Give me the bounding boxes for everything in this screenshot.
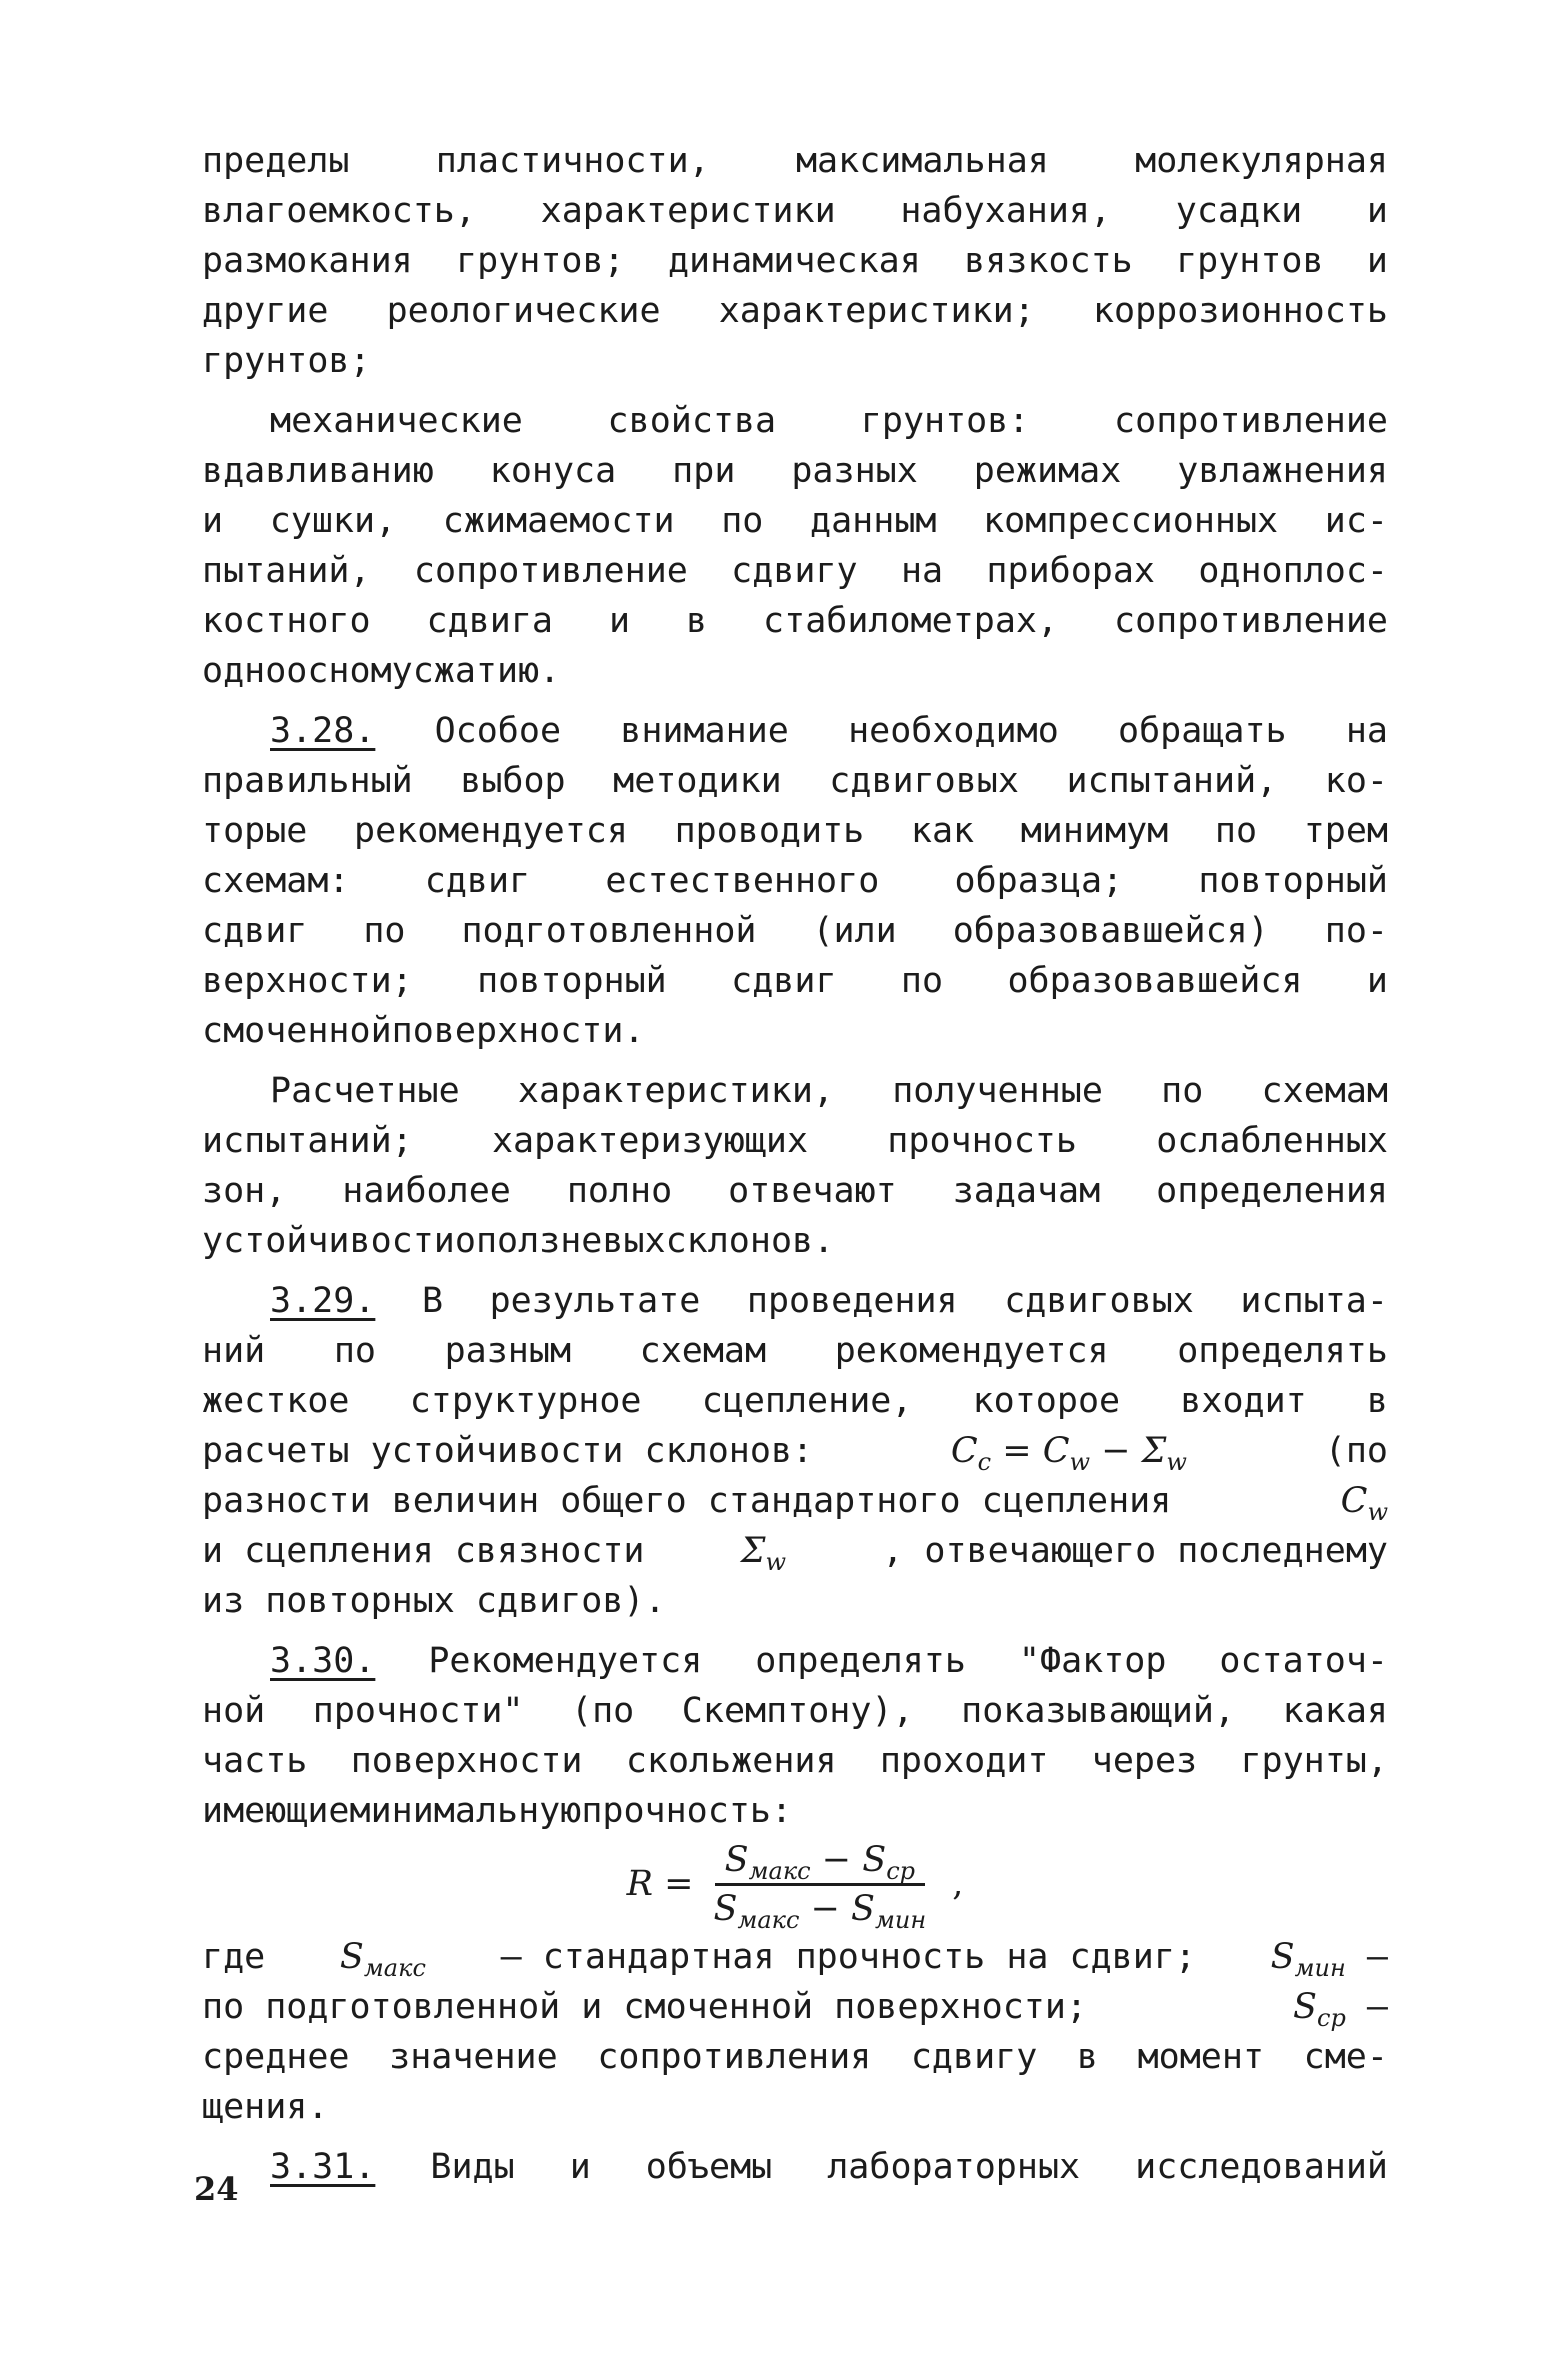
word: одноплос-	[1198, 551, 1388, 591]
word: выбор	[460, 761, 566, 801]
word: и	[1366, 241, 1388, 281]
word: динамическая	[667, 241, 921, 281]
word: влагоемкость,	[202, 191, 476, 231]
word: усадки	[1175, 191, 1303, 231]
word: образовавшейся	[1007, 961, 1303, 1001]
word: Расчетные	[270, 1071, 460, 1111]
word: задачам	[952, 1171, 1101, 1211]
section-3-29	[202, 1276, 1388, 1626]
word: ослабленных	[1156, 1121, 1388, 1161]
word: структурное	[409, 1381, 642, 1421]
word: смоченной	[202, 1011, 392, 1051]
word: вязкость	[964, 241, 1133, 281]
word: зон,	[202, 1171, 287, 1211]
text-line: 3.29. В результате проведения сдвиговых испыта-	[202, 1276, 1388, 1326]
word: схемам	[639, 1331, 767, 1371]
section-3-31	[202, 2142, 1388, 2192]
word: и	[1366, 191, 1388, 231]
word: поверхности.	[391, 1011, 645, 1051]
word: сжатию.	[412, 651, 561, 691]
word: по	[1214, 811, 1258, 851]
word: сдвигу	[910, 2037, 1038, 2077]
word: конуса	[489, 451, 617, 491]
word: в	[1076, 2037, 1098, 2077]
word: сопротивление	[1114, 601, 1388, 641]
word: скольжения	[625, 1741, 837, 1781]
word: сушки,	[269, 501, 397, 541]
text-line	[202, 1376, 1388, 1426]
section-number: 3.31.	[270, 2147, 376, 2187]
text-line	[202, 1736, 1388, 1786]
word: ной	[202, 1691, 266, 1731]
text-line: где $S_{макс}$ – стандартная прочность на сдвиг; $S_{мин}$ –	[202, 1937, 1388, 1982]
word: ко-	[1324, 761, 1388, 801]
word: (или	[812, 911, 897, 951]
section-number: 3.28.	[270, 711, 376, 751]
word: значение	[389, 2037, 558, 2077]
word: по	[1161, 1071, 1204, 1111]
word: испытаний,	[1066, 761, 1278, 801]
text-line	[202, 2032, 1388, 2082]
text-line: расчеты устойчивости склонов: $C_c = C_w - \Sigma_w$ (по	[202, 1426, 1388, 1476]
word: сдвига	[426, 601, 553, 641]
paragraph-mechanical-properties	[202, 396, 1388, 696]
word: стабилометрах,	[763, 601, 1059, 641]
text-line: разности величин общего стандартного сцепления $C_w$	[202, 1476, 1388, 1526]
word: другие	[202, 291, 329, 331]
text-line: 3.31. Виды и объемы лабораторных исследований	[202, 2142, 1388, 2192]
text-line	[202, 396, 1388, 446]
text-line	[202, 1786, 1388, 1836]
word: образца;	[954, 861, 1124, 901]
word: (по	[571, 1691, 635, 1731]
word: полно	[566, 1171, 673, 1211]
text-line: 3.28. Особое внимание необходимо обращать на	[202, 706, 1388, 756]
word: и	[608, 601, 631, 641]
word: грунтов:	[860, 401, 1030, 441]
word: приборах	[986, 551, 1155, 591]
word: Скемптону),	[681, 1691, 914, 1731]
word: минимальную	[349, 1791, 582, 1831]
word: сдвиг	[731, 961, 837, 1001]
word: характеристики	[540, 191, 836, 231]
word: торые	[202, 811, 308, 851]
fraction-denominator: $S_{макс} - S_{мин}$	[713, 1888, 927, 1934]
word: реологические	[386, 291, 661, 331]
fraction	[703, 1839, 936, 1934]
word: правильный	[202, 761, 413, 801]
word: пределы	[202, 141, 350, 181]
word: по	[333, 1331, 376, 1371]
text-line	[202, 186, 1388, 236]
text-line	[202, 756, 1388, 806]
word: по-	[1324, 911, 1388, 951]
word: на	[900, 551, 944, 591]
word: костного	[202, 601, 371, 641]
word: сопротивления	[597, 2037, 872, 2077]
word: наиболее	[342, 1171, 511, 1211]
text-line	[202, 136, 1388, 186]
word: подготовленной	[461, 911, 757, 951]
section-number: 3.29.	[270, 1281, 376, 1321]
word: молекулярная	[1135, 141, 1388, 181]
word: прочности"	[312, 1691, 524, 1731]
text-line	[202, 446, 1388, 496]
word: оползневых	[454, 1221, 666, 1261]
word: методики	[613, 761, 782, 801]
text-line: из повторных сдвигов).	[202, 1581, 666, 1621]
word: в	[1366, 1381, 1388, 1421]
word: часть	[202, 1741, 308, 1781]
word: ний	[202, 1331, 266, 1371]
text-column	[202, 136, 1388, 2192]
text-line: и сцепления связности $\Sigma_w$ , отвечающего последнему	[202, 1526, 1388, 1576]
word: и	[1366, 961, 1388, 1001]
text-line	[202, 1166, 1388, 1216]
word: рекомендуется	[834, 1331, 1109, 1371]
word: и	[202, 501, 224, 541]
word: имеющие	[202, 1791, 350, 1831]
word: по	[721, 501, 764, 541]
text-line	[202, 1116, 1388, 1166]
text-line	[202, 806, 1388, 856]
word: максимальная	[795, 141, 1049, 181]
text-line	[202, 1326, 1388, 1376]
word: определения	[1156, 1171, 1388, 1211]
residual-strength-formula: R = $\frac{S_{макс} - S_{ср}}{S_{макс} - S_{мин}}$ ,	[626, 1839, 964, 1934]
word: при	[672, 451, 736, 491]
word: коррозионность	[1092, 291, 1388, 331]
word: повторный	[1198, 861, 1388, 901]
word: набухания,	[900, 191, 1112, 231]
word: какая	[1282, 1691, 1388, 1731]
text-line	[202, 496, 1388, 546]
word: разным	[444, 1331, 572, 1371]
word: которое	[972, 1381, 1121, 1421]
word: определять	[1177, 1331, 1388, 1371]
word: сме-	[1303, 2037, 1388, 2077]
word: пытаний,	[202, 551, 371, 591]
word: грунтов	[1176, 241, 1324, 281]
word: характеристики,	[517, 1071, 834, 1111]
word: сжимаемости	[442, 501, 675, 541]
word: верхности;	[202, 961, 413, 1001]
word: компрессионных	[983, 501, 1279, 541]
word: сопротивление	[1114, 401, 1388, 441]
inline-formula: $C_c = C_w - \Sigma_w$	[950, 1431, 1187, 1476]
text-line	[202, 646, 1388, 696]
word: естественного	[605, 861, 880, 901]
word: рекомендуется	[354, 811, 628, 851]
word: отвечают	[728, 1171, 897, 1211]
text-line: по подготовленной и смоченной поверхности; $S_{ср}$ –	[202, 1987, 1388, 2032]
text-line	[202, 336, 1388, 386]
word: повторный	[477, 961, 667, 1001]
inline-formula: $\Sigma_w$	[740, 1531, 787, 1576]
word: разных	[791, 451, 918, 491]
word: данным	[810, 501, 937, 541]
text-line	[202, 596, 1388, 646]
text-line	[202, 856, 1388, 906]
text-line: 3.30. Рекомендуется определять "Фактор остаточ-	[202, 1636, 1388, 1686]
fraction-numerator: $S_{макс} - S_{ср}$	[715, 1839, 925, 1886]
word: прочность:	[581, 1791, 793, 1831]
text-line	[202, 546, 1388, 596]
word: увлажнения	[1177, 451, 1388, 491]
word: свойства	[607, 401, 777, 441]
word: ис-	[1324, 501, 1388, 541]
word: склонов.	[665, 1221, 835, 1261]
word: жесткое	[202, 1381, 350, 1421]
word: как	[910, 811, 975, 851]
word: через	[1091, 1741, 1198, 1781]
paragraph-calculated-characteristics	[202, 1066, 1388, 1266]
word: сдвиг	[202, 911, 308, 951]
word: по	[363, 911, 406, 951]
inline-formula: $C_w$	[1340, 1481, 1388, 1526]
word: трем	[1303, 811, 1388, 851]
word: устойчивости	[202, 1221, 455, 1261]
word: проходит	[879, 1741, 1049, 1781]
text-line	[202, 1686, 1388, 1736]
text-line	[202, 236, 1388, 286]
word: одноосному	[202, 651, 413, 691]
word: размокания	[202, 241, 413, 281]
paragraph-properties-continued	[202, 136, 1388, 386]
word: характеристики;	[718, 291, 1035, 331]
word: по	[900, 961, 944, 1001]
word: режимах	[973, 451, 1122, 491]
word: механические	[270, 401, 523, 441]
word: проводить	[674, 811, 865, 851]
word: поверхности	[350, 1741, 583, 1781]
word: сдвигу	[731, 551, 858, 591]
word: вдавливанию	[202, 451, 434, 491]
text-line	[202, 1216, 1388, 1266]
word: грунтов;	[456, 241, 625, 281]
word: образовавшейся)	[952, 911, 1269, 951]
text-line	[202, 956, 1388, 1006]
word: характеризующих	[491, 1121, 809, 1161]
word: сдвиговых	[829, 761, 1019, 801]
word: момент	[1137, 2037, 1265, 2077]
section-3-28	[202, 706, 1388, 1056]
word: показывающий,	[961, 1691, 1236, 1731]
word: пластичности,	[435, 141, 710, 181]
text-line	[202, 1066, 1388, 1116]
section-number: 3.30.	[270, 1641, 376, 1681]
word: в	[686, 601, 708, 641]
word: испытаний;	[202, 1121, 413, 1161]
word: сопротивление	[413, 551, 688, 591]
word: минимум	[1020, 811, 1169, 851]
word: прочность	[887, 1121, 1077, 1161]
text-line	[202, 286, 1388, 336]
word: входит	[1180, 1381, 1307, 1421]
word: грунтов;	[202, 341, 371, 381]
text-line: щения.	[202, 2087, 329, 2127]
text-line	[202, 1006, 1388, 1056]
section-3-30	[202, 1636, 1388, 1836]
word: полученные	[892, 1071, 1103, 1111]
page-number: 24	[194, 2170, 239, 2208]
word: схемам:	[202, 861, 350, 901]
word: грунты,	[1240, 1741, 1388, 1781]
word: сдвиг	[424, 861, 531, 901]
word: сцепление,	[701, 1381, 913, 1421]
formula-definitions	[202, 1932, 1388, 2132]
word: среднее	[202, 2037, 350, 2077]
word: схемам	[1261, 1071, 1388, 1111]
text-line	[202, 906, 1388, 956]
